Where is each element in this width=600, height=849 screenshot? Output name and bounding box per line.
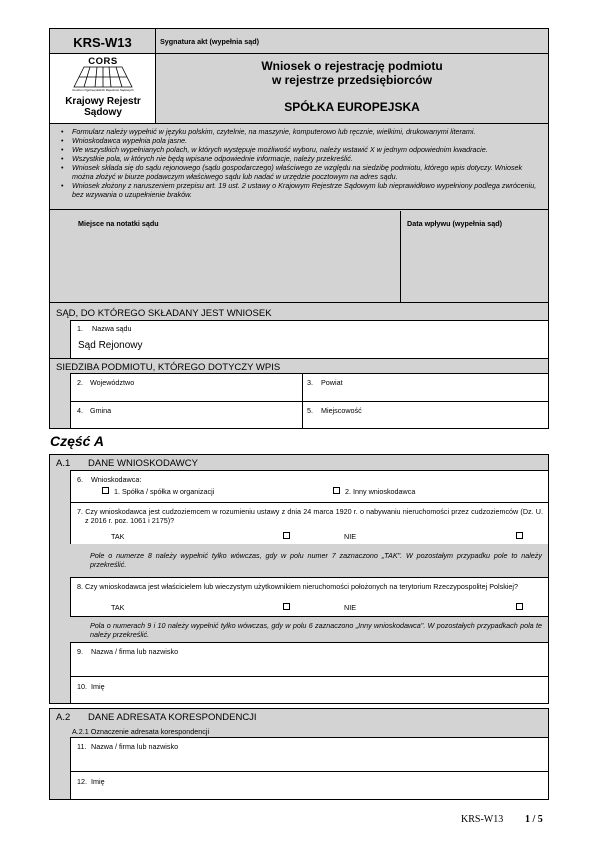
instruction-item: • Wnioskodawca wypełnia pola jasne. <box>58 136 542 145</box>
court-name-field[interactable] <box>70 320 548 358</box>
court-name-value: Sąd Rejonowy <box>78 340 143 351</box>
yes-label: TAK <box>111 603 125 612</box>
checkbox-foreigner-yes[interactable] <box>283 532 290 539</box>
logo-text: CORS <box>88 56 118 67</box>
field-label: Nazwa / firma lub nazwisko <box>91 742 179 751</box>
checkbox-foreigner-no[interactable] <box>516 532 523 539</box>
field-number: 11. <box>77 742 87 751</box>
instructions-box <box>49 124 549 210</box>
instructions-list <box>58 127 542 199</box>
field-label: Województwo <box>90 378 135 387</box>
field-number: 12. <box>77 777 87 786</box>
a2-subheading: A.2.1 Oznaczenie adresata korespondencji <box>72 727 210 736</box>
a1-number: A.1 <box>56 458 71 469</box>
a2-number: A.2 <box>56 712 71 723</box>
date-area <box>401 211 548 302</box>
checkbox-owner-yes[interactable] <box>283 603 290 610</box>
note-field-8: Pole o numerze 8 należy wypełnić tylko wówczas, gdy w polu numer 7 zaznaczono „TAK". W pozostałym przypadku pole to należy przekreślić. <box>90 551 542 569</box>
voivodeship-field[interactable] <box>70 373 303 401</box>
signature-cell <box>156 29 548 54</box>
applicant-type-field[interactable] <box>70 470 548 502</box>
title-line-1: Wniosek o rejestrację podmiotu <box>261 59 443 73</box>
field-number: 2. <box>77 378 83 387</box>
court-section-heading: SĄD, DO KTÓREGO SKŁADANY JEST WNIOSEK <box>56 308 272 319</box>
note-fields-9-10: Pola o numerach 9 i 10 należy wypełnić tylko wówczas, gdy w polu 6 zaznaczono „Inny wnioskodawca". W pozostałych przypadkach pola te należy przekreślić. <box>90 621 542 639</box>
no-label: NIE <box>344 603 356 612</box>
form-subtitle: SPÓŁKA EUROPEJSKA <box>284 100 420 114</box>
field-label: Gmina <box>90 406 112 415</box>
title-line-2: w rejestrze przedsiębiorców <box>271 73 433 87</box>
option-other-label: 2. Inny wnioskodawca <box>345 487 416 496</box>
logo-subtext: Centrum Ogólnopolskich Rejestrów Sądowych <box>72 88 134 92</box>
footer-form-code: KRS-W13 <box>461 814 504 825</box>
seat-section-heading: SIEDZIBA PODMIOTU, KTÓREGO DOTYCZY WPIS <box>56 362 281 373</box>
registry-line-2: Sądowy <box>84 107 122 118</box>
field-number: 9. <box>77 647 83 656</box>
form-code-cell <box>50 29 156 54</box>
field-number: 10. <box>77 682 87 691</box>
first-name-field[interactable] <box>70 676 548 703</box>
notes-label: Miejsce na notatki sądu <box>78 219 159 228</box>
field-label: Imię <box>91 682 105 691</box>
field-label: Powiat <box>321 378 343 387</box>
field-number: 5. <box>307 406 313 415</box>
instruction-item: • We wszystkich wypełnianych polach, w których występuje możliwość wyboru, należy wstawić X w jednym odpowiednim kwadracie. <box>58 145 542 154</box>
field-label: Wnioskodawca: <box>91 475 142 484</box>
part-a-title: Część A <box>50 433 104 449</box>
no-label: NIE <box>344 532 356 541</box>
instruction-item: • Wniosek złożony z naruszeniem przepisu art. 19 ust. 2 ustawy o Krajowym Rejestrze Sądowym lub nieprawidłowo wypełniony podlega zwróceniu, bez wzywania o uzupełnienie braków. <box>58 181 542 199</box>
field-number: 4. <box>77 406 83 415</box>
form-code: KRS-W13 <box>73 35 132 50</box>
a2-heading: DANE ADRESATA KORESPONDENCJI <box>88 712 257 723</box>
field-label: Imię <box>91 777 105 786</box>
signature-label: Sygnatura akt (wypełnia sąd) <box>160 37 260 46</box>
checkbox-company[interactable] <box>102 487 109 494</box>
notes-area <box>50 211 401 302</box>
locality-field[interactable] <box>303 401 548 428</box>
commune-field[interactable] <box>70 401 303 428</box>
district-field[interactable] <box>303 373 548 401</box>
property-owner-question: 8. Czy wnioskodawca jest właścicielem lub wieczystym użytkownikiem nieruchomości położonych na terytorium Rzeczypospolitej Polskiej? <box>77 582 519 591</box>
yes-label: TAK <box>111 532 125 541</box>
field-number: 1. <box>77 324 83 333</box>
field-label: Nazwa / firma lub nazwisko <box>91 647 179 656</box>
correspondent-first-name-field[interactable] <box>70 771 548 799</box>
date-label: Data wpływu (wypełnia sąd) <box>407 219 503 228</box>
registry-line-1: Krajowy Rejestr <box>65 96 141 107</box>
a1-heading: DANE WNIOSKODAWCY <box>88 458 198 469</box>
checkbox-other-applicant[interactable] <box>333 487 340 494</box>
logo-cell <box>50 54 156 123</box>
field-label: Nazwa sądu <box>92 324 132 333</box>
foreigner-field[interactable] <box>70 502 548 544</box>
property-owner-field[interactable] <box>70 577 548 617</box>
field-number: 3. <box>307 378 313 387</box>
title-cell <box>156 54 548 123</box>
checkbox-owner-no[interactable] <box>516 603 523 610</box>
field-label: Miejscowość <box>321 406 362 415</box>
field-number: 6. <box>77 475 83 484</box>
instruction-item: • Wszystkie pola, w których nie będą wpisane odpowiednie informacje, należy przekreślić. <box>58 154 542 163</box>
foreigner-question: 7. Czy wnioskodawca jest cudzoziemcem w rozumieniu ustawy z dnia 24 marca 1920 r. o nabywaniu nieruchomości przez cudzoziemców (Dz. U. z 2016 r. poz. 1061 i 2175)? <box>77 507 543 525</box>
name-company-field[interactable] <box>70 642 548 676</box>
correspondent-name-field[interactable] <box>70 737 548 771</box>
instruction-item: • Formularz należy wypełnić w języku polskim, czytelnie, na maszynie, komputerowo lub ręcznie, wielkimi, drukowanymi literami. <box>58 127 542 136</box>
footer-page-number: 1 / 5 <box>525 814 543 825</box>
option-company-label: 1. Spółka / spółka w organizacji <box>114 487 215 496</box>
instruction-item: • Wniosek składa się do sądu rejonowego (sądu gospodarczego) właściwego ze względu na siedzibę podmiotu, którego wpis dotyczy. Wniosek można złożyć w biurze podawczym właściwego sądu lub nadać w urzędzie pocztowym na adres sądu. <box>58 163 542 181</box>
